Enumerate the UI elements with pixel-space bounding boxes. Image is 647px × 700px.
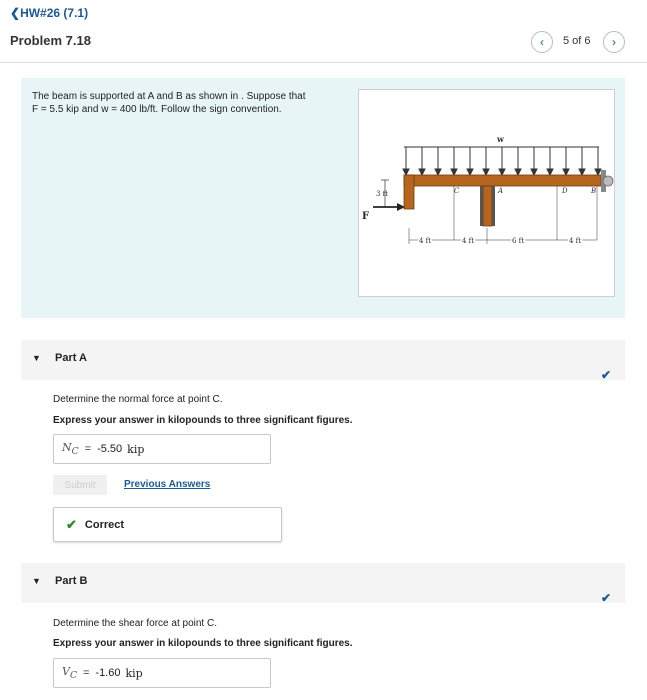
answer-value: -1.60 bbox=[95, 667, 121, 679]
height-label: 3 ft bbox=[376, 190, 389, 198]
force-label: F bbox=[362, 211, 370, 222]
point-a-label: A bbox=[498, 187, 504, 195]
statement-line-1: The beam is supported at A and B as shown in . Suppose that bbox=[32, 91, 306, 102]
part-a-instruction: Express your answer in kilopounds to three significant figures. bbox=[53, 415, 353, 426]
part-b-instruction: Express your answer in kilopounds to three significant figures. bbox=[53, 638, 353, 649]
caret-down-icon: ▼ bbox=[32, 576, 41, 586]
feedback-text: Correct bbox=[84, 518, 125, 531]
problem-statement bbox=[32, 90, 350, 116]
point-b-label: B bbox=[591, 187, 597, 195]
point-c-label: C bbox=[454, 187, 460, 195]
part-b-answer-field[interactable]: $V_C$ = -1.60 kip bbox=[53, 658, 271, 688]
checkmark-icon: ✔ bbox=[600, 591, 611, 605]
part-b-label: Part B bbox=[55, 575, 88, 587]
beam-figure bbox=[358, 89, 615, 297]
next-problem-button[interactable] bbox=[603, 31, 625, 53]
beam-member bbox=[404, 175, 601, 186]
distributed-load bbox=[403, 147, 601, 175]
part-b-header[interactable] bbox=[21, 563, 625, 603]
part-a-question: Determine the normal force at point C. bbox=[53, 394, 223, 405]
check-icon: ✔ bbox=[66, 516, 77, 532]
answer-value: -5.50 bbox=[97, 443, 123, 455]
answer-unit: kip bbox=[127, 442, 145, 456]
back-link[interactable]: ❮HW#26 (7.1) bbox=[10, 6, 89, 20]
statement-line-2: F = 5.5 kip and w = 400 lb/ft. Follow the sign convention. bbox=[32, 104, 282, 115]
part-b-question: Determine the shear force at point C. bbox=[53, 618, 217, 629]
dim-label-1: 4 ft bbox=[419, 237, 432, 245]
previous-problem-button[interactable] bbox=[531, 31, 553, 53]
page-title: Problem 7.18 bbox=[10, 33, 91, 48]
part-a-label: Part A bbox=[55, 352, 87, 364]
submit-button[interactable]: Submit bbox=[53, 475, 107, 495]
dim-label-2: 4 ft bbox=[462, 237, 475, 245]
dim-label-3: 6 ft bbox=[512, 237, 525, 245]
checkmark-icon: ✔ bbox=[600, 368, 611, 382]
chevron-left-icon: ❮ bbox=[10, 6, 21, 20]
beam-leg bbox=[404, 175, 414, 209]
part-a-header[interactable] bbox=[21, 340, 625, 380]
beam-diagram bbox=[359, 90, 614, 296]
feedback-correct bbox=[53, 507, 282, 542]
load-label: w bbox=[497, 134, 504, 144]
chevron-right-icon: › bbox=[612, 35, 616, 49]
point-d-label: D bbox=[562, 187, 568, 195]
caret-down-icon: ▼ bbox=[32, 353, 41, 363]
header-divider bbox=[0, 62, 647, 63]
answer-variable: $V_C$ bbox=[62, 664, 77, 682]
chevron-left-icon: ‹ bbox=[540, 35, 544, 49]
answer-unit: kip bbox=[125, 666, 143, 680]
part-a-answer-field[interactable]: $N_C$ = -5.50 kip bbox=[53, 434, 271, 464]
answer-variable: $N_C$ bbox=[62, 440, 79, 458]
pager-text: 5 of 6 bbox=[563, 35, 591, 47]
dim-label-4: 4 ft bbox=[569, 237, 582, 245]
support-a bbox=[483, 186, 492, 226]
previous-answers-link[interactable]: Previous Answers bbox=[124, 479, 211, 490]
